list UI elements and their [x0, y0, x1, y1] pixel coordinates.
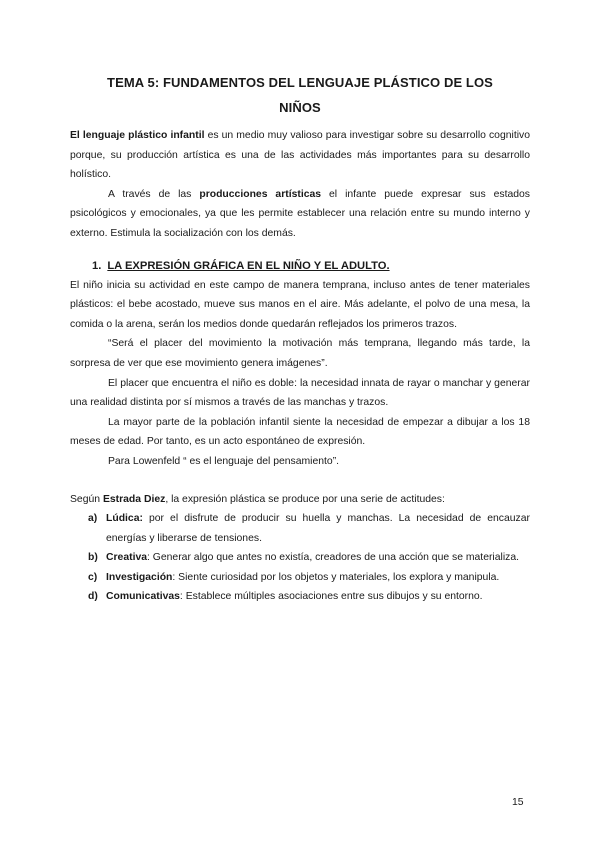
intro-bold-term: El lenguaje plástico infantil [70, 130, 205, 141]
section-heading [70, 256, 530, 276]
section-heading-text: LA EXPRESIÓN GRÁFICA EN EL NIÑO Y EL ADULTO. [107, 259, 390, 272]
section-paragraph-1: El niño inicia su actividad en este campo de manera temprana, incluso antes de tener materiales plásticos: el bebe acostado, mueve sus manos en el aire. Más adelante, el polvo de una mesa, la comida o la arena, serán los medios donde quedarán reflejados los primeros trazos. [70, 279, 530, 330]
list-term: Lúdica: [106, 513, 143, 525]
title-line-2: NIÑOS [279, 100, 321, 115]
estrada-start: Según [70, 493, 103, 505]
section-number: 1. [92, 259, 102, 272]
document-page [70, 70, 530, 607]
list-term: Comunicativas [106, 591, 180, 603]
page-title [70, 70, 530, 120]
page-number: 15 [512, 797, 524, 808]
list-marker: d) [88, 591, 98, 603]
list-marker: c) [88, 571, 98, 583]
estrada-paragraph [70, 490, 530, 510]
estrada-text: , la expresión plástica se produce por una serie de actitudes: [165, 493, 445, 505]
estrada-name: Estrada Diez [102, 493, 166, 505]
intro-paragraph-1 [70, 126, 530, 185]
intro-paragraph-2 [70, 185, 530, 244]
intro-paragraph-2-text: el infante puede expresar sus estados psicológicos y emocionales, ya que les permite establecer una relación entre su mundo interno y externo. Estimula la socialización con los demás. [70, 188, 530, 239]
section-paragraph-4: La mayor parte de la población infantil siente la necesidad de empezar a dibujar a los 18 meses de edad. Por tanto, es un acto espontáneo de expresión. [70, 416, 530, 448]
section-paragraph-3: El placer que encuentra el niño es doble: la necesidad innata de rayar o manchar y generar una realidad distinta por sí mismos a través de las manchas y trazos. [70, 377, 530, 409]
list-term: Investigación [106, 571, 173, 583]
list-term: Creativa [106, 552, 148, 564]
paragraph-spacer [70, 472, 530, 490]
list-item [70, 509, 530, 548]
section-paragraph-5: Para Lowenfeld “ es el lenguaje del pensamiento”. [108, 455, 340, 467]
list-item [70, 548, 530, 568]
list-text: : Generar algo que antes no existía, creadores de una acción que se materializa. [147, 552, 519, 564]
list-text: : Establece múltiples asociaciones entre sus dibujos y su entorno. [179, 591, 483, 603]
list-text: : Siente curiosidad por los objetos y materiales, los explora y manipula. [172, 571, 500, 583]
intro-paragraph-2-bold: producciones artísticas [199, 188, 322, 200]
list-item [70, 568, 530, 588]
list-text: por el disfrute de producir su huella y manchas. La necesidad de encauzar energías y liberarse de tensiones. [106, 513, 530, 544]
attitudes-list [70, 509, 530, 607]
intro-paragraph-2-start: A través de las [108, 188, 200, 200]
title-line-1: TEMA 5: FUNDAMENTOS DEL LENGUAJE PLÁSTICO DE LOS [107, 75, 493, 90]
intro-paragraph-1-text: es un medio muy valioso para investigar sobre su desarrollo cognitivo porque, su producción artística es una de las actividades más importantes para su desarrollo holístico. [70, 130, 530, 181]
list-marker: b) [88, 552, 98, 564]
list-marker: a) [88, 513, 98, 525]
section-paragraph-quote: “Será el placer del movimiento la motivación más temprana, llegando más tarde, la sorpresa de ver que ese movimiento genera imágenes”. [70, 338, 530, 369]
list-item [70, 587, 530, 607]
